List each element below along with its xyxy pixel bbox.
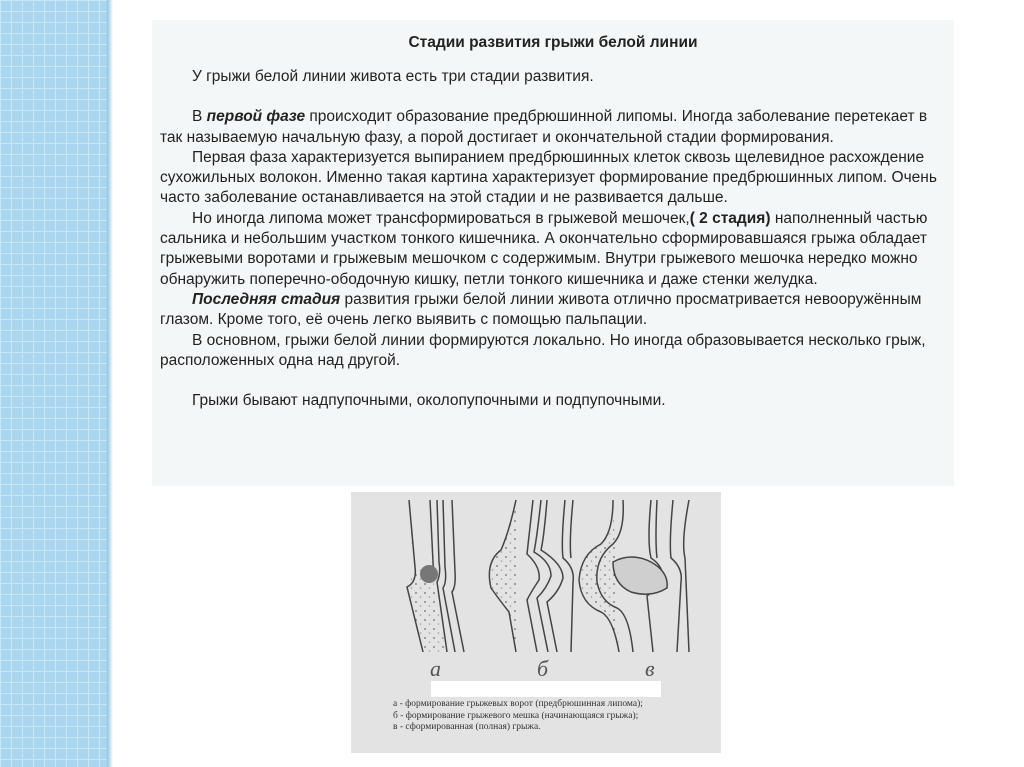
paragraph-gap	[160, 371, 950, 391]
stage-letter-c: в	[645, 656, 655, 681]
figure-caption	[393, 699, 713, 734]
p3-pre: Но иногда липома может трансформироваться в грыжевой мешочек,	[192, 209, 690, 227]
paragraph-gap	[160, 87, 950, 107]
slide-title: Стадии развития грыжи белой линии	[408, 34, 698, 51]
paragraph-first-phase-detail: Первая фаза характеризуется выпиранием предбрюшинных клеток сквозь щелевидное расхождение сухожильных волокон. Именно такая картина характеризует формирование предбрюшинных липом. Очень часто заболевание останавливается на этой стадии и не развивается дальше.	[160, 148, 937, 207]
body-text	[160, 67, 950, 411]
p4-post: развития грыжи белой линии живота отлично просматривается невооружённым глазом. Кроме того, её очень легко выявить с помощью пальпации.	[160, 290, 922, 329]
text-panel	[152, 20, 954, 486]
caption-line-b: б - формирование грыжевого мешка (начинающаяся грыжа);	[393, 710, 639, 721]
p3-post: наполненный частью сальника и небольшим участком тонкого кишечника. А окончательно сформировавшаяся грыжа обладает грыжевыми воротами и грыжевым мешочком с содержимым. Внутри грыжевого мешочка нередко можно обнаружить поперечно-ободочную кишку, петли тонкого кишечника и даже стенки желудка.	[160, 209, 928, 288]
intro-paragraph: У грыжи белой линии живота есть три стадии развития.	[192, 68, 594, 85]
paragraph-last-stage	[160, 290, 950, 331]
paragraph-first-phase	[160, 107, 950, 148]
decorative-grid-band	[0, 0, 107, 767]
first-phase-emphasis: первой фазе	[206, 108, 306, 126]
p1-post: происходит образование предбрюшинной липомы. Иногда заболевание перетекает в так называемую начальную фазу, а порой достигает и окончательной стадии формирования.	[160, 108, 928, 146]
last-stage-emphasis: Последняя стадия	[192, 290, 341, 308]
caption-line-c: в - сформированная (полная) грыжа.	[393, 722, 541, 732]
stage-letter-a: а	[430, 656, 441, 681]
paragraph-closing: Грыжи бывают надпупочными, околопупочными и подпупочными.	[192, 392, 666, 410]
stage-c-drawing	[579, 500, 689, 652]
caption-line-a: а - формирование грыжевых ворот (предбрюшинная липома);	[393, 699, 643, 709]
paragraph-local: В основном, грыжи белой линии формируются локально. Но иногда образовывается несколько грыж, расположенных одна над другой.	[160, 331, 926, 369]
stage-letter-b: б	[537, 656, 549, 681]
caption-header-bar	[431, 681, 661, 697]
p1-pre: В	[192, 108, 207, 126]
hernia-stages-illustration	[351, 492, 721, 753]
stage-a-drawing	[407, 500, 464, 652]
grid-band-edge	[107, 0, 113, 767]
second-stage-emphasis: ( 2 стадия)	[689, 209, 771, 227]
stage-b-drawing	[489, 500, 573, 652]
paragraph-second-stage	[160, 209, 950, 290]
stage-letters	[351, 656, 721, 680]
